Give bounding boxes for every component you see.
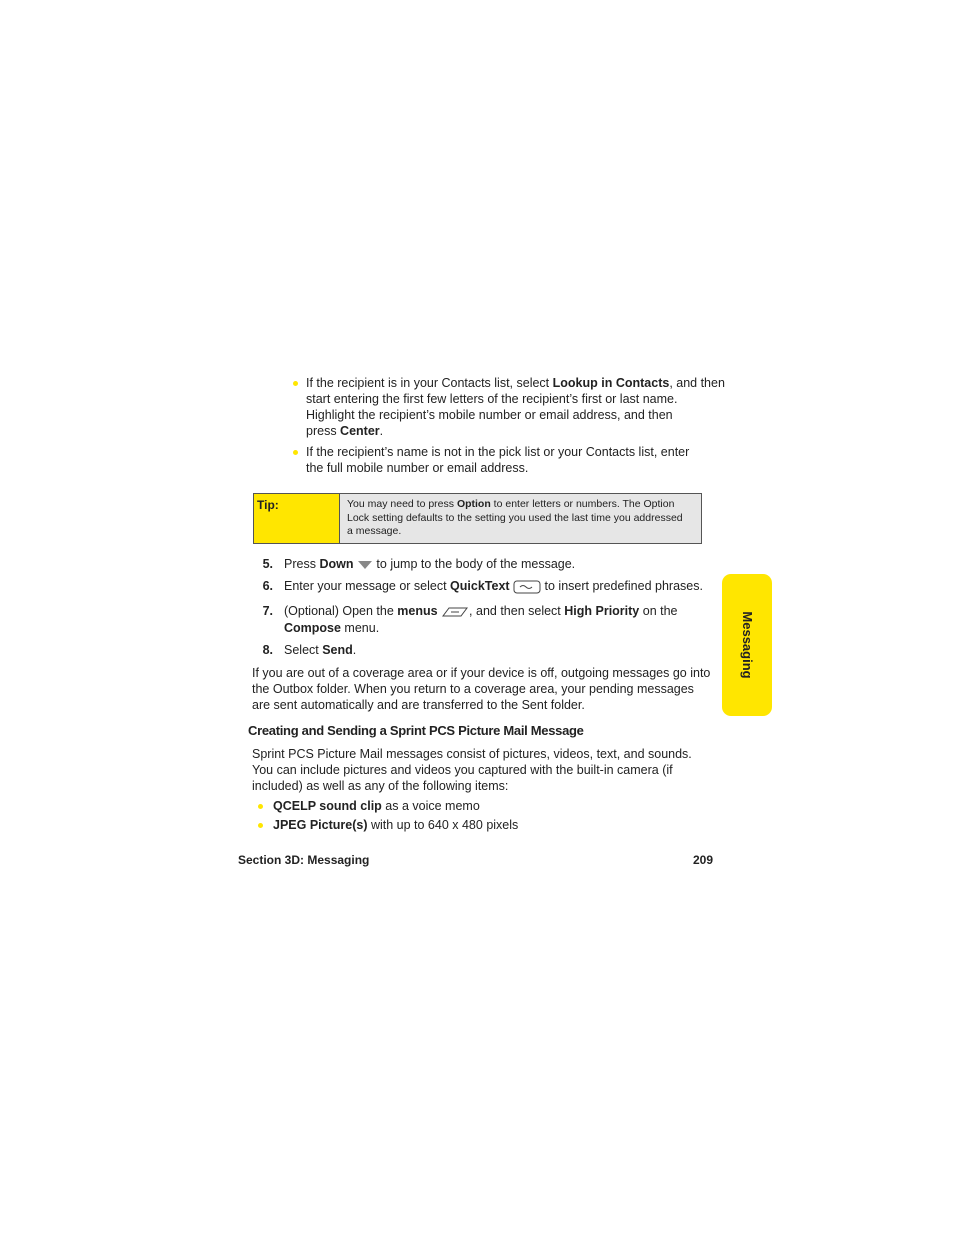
section-heading: Creating and Sending a Sprint PCS Picture Mail Message [248, 723, 584, 738]
bullet-icon [258, 804, 263, 809]
bullet-icon [258, 823, 263, 828]
bullet-icon [293, 450, 298, 455]
bullet-qcelp: QCELP sound clip as a voice memo [273, 799, 480, 813]
page-number: 209 [693, 853, 714, 867]
bullet-jpeg: JPEG Picture(s) with up to 640 x 480 pixels [273, 818, 519, 832]
tip-box [253, 493, 702, 544]
step-7-text: (Optional) Open the menus , and then select High Priority on the Compose menu. [284, 604, 678, 635]
picture-mail-paragraph: Sprint PCS Picture Mail messages consist of pictures, videos, text, and sounds. You can include pictures and videos you captured with the built-in camera (if included) as well as any of the following items: [252, 747, 692, 793]
quicktext-key-icon [513, 580, 541, 594]
step-number: 8. [262, 643, 273, 657]
footer-section: Section 3D: Messaging [238, 853, 370, 867]
bullet-icon [293, 381, 298, 386]
bullet-text-not-in-list: If the recipient’s name is not in the pick list or your Contacts list, enter the full mobile number or email address. [306, 445, 690, 475]
step-8-text: Select Send. [284, 643, 357, 657]
step-number: 7. [262, 604, 273, 618]
menu-key-icon [441, 606, 469, 618]
step-number: 5. [262, 557, 273, 571]
step-number: 6. [262, 579, 273, 593]
down-arrow-icon [357, 560, 373, 570]
step-6-text: Enter your message or select QuickText to insert predefined phrases. [284, 579, 703, 593]
tip-body: You may need to press Option to enter letters or numbers. The Option Lock setting defaults to the setting you used the last time you addressed a message. [340, 494, 701, 543]
side-tab [722, 574, 772, 716]
outbox-paragraph: If you are out of a coverage area or if your device is off, outgoing messages go into the Outbox folder. When you return to a coverage area, your pending messages are sent automatically and are transferred to the Sent folder. [252, 666, 711, 712]
step-5-text: Press Down to jump to the body of the message. [284, 557, 576, 571]
tip-label: Tip: [254, 494, 340, 543]
side-tab-label: Messaging [740, 611, 755, 679]
bullet-text-lookup: If the recipient is in your Contacts list, select Lookup in Contacts, and then start entering the first few letters of the recipient’s first or last name. Highlight the recipient’s mobile number or email address, and then press Center. [306, 376, 725, 438]
